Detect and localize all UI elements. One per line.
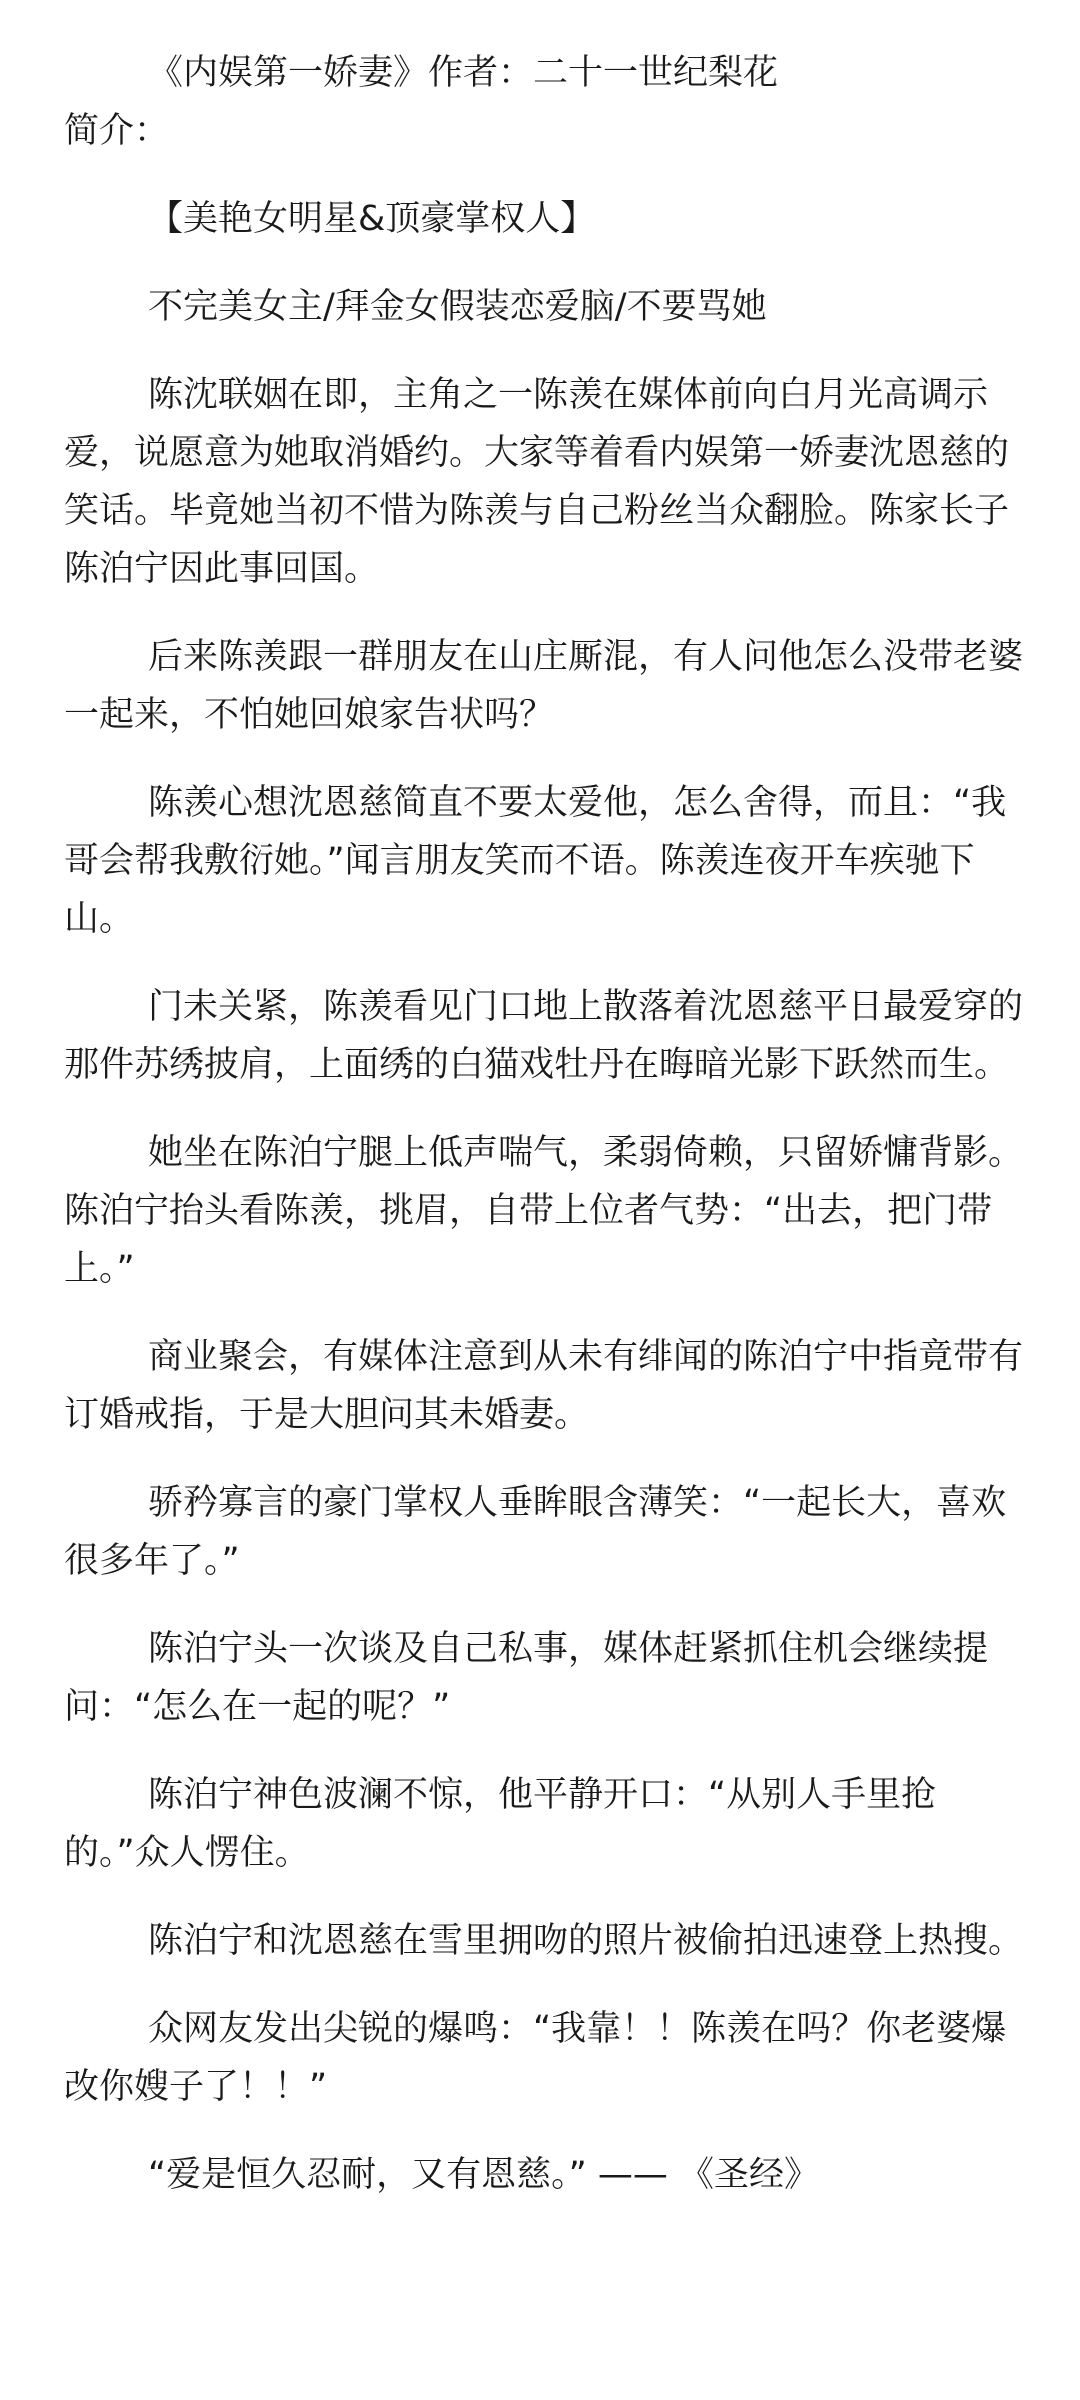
story-paragraph: 骄矜寡言的豪门掌权人垂眸眼含薄笑：“一起长大，喜欢很多年了。” — [64, 1483, 1007, 1581]
story-paragraph: 陈泊宁神色波澜不惊，他平静开口：“从别人手里抢的。”众人愣住。 — [64, 1775, 937, 1873]
story-paragraph: 众网友发出尖锐的爆鸣：“我靠！！陈羡在吗？你老婆爆改你嫂子了！！” — [64, 2009, 1007, 2107]
story-paragraph: 陈泊宁和沈恩慈在雪里拥吻的照片被偷拍迅速登上热搜。 — [148, 1921, 1024, 1961]
story-paragraph: 陈泊宁头一次谈及自己私事，媒体赶紧抓住机会继续提问：“怎么在一起的呢？” — [64, 1629, 989, 1727]
synopsis-document — [64, 44, 1024, 2204]
story-paragraph: 陈沈联姻在即，主角之一陈羡在媒体前向白月光高调示爱，说愿意为她取消婚约。大家等着看内娱第一娇妻沈恩慈的笑话。毕竟她当初不惜为陈羡与自己粉丝当众翻脸。陈家长子陈泊宁因此事回国。 — [64, 375, 1010, 589]
story-paragraph: 她坐在陈泊宁腿上低声喘气，柔弱倚赖，只留娇慵背影。陈泊宁抬头看陈羡，挑眉，自带上位者气势：“出去，把门带上。” — [64, 1133, 1024, 1289]
subtitle-paragraph: 不完美女主/拜金女假装恋爱脑/不要骂她 — [148, 287, 767, 327]
closing-quote-paragraph: “爱是恒久忍耐，又有恩慈。” —— 《圣经》 — [148, 2155, 820, 2195]
story-paragraph: 商业聚会，有媒体注意到从未有绯闻的陈泊宁中指竟带有订婚戒指，于是大胆问其未婚妻。 — [64, 1337, 1024, 1435]
tagline-paragraph: 【美艳女明星&顶豪掌权人】 — [148, 199, 596, 239]
intro-label: 简介： — [64, 111, 170, 151]
story-paragraph: 陈羡心想沈恩慈简直不要太爱他，怎么舍得，而且：“我哥会帮我敷衍她。”闻言朋友笑而不语。陈羡连夜开车疾驰下山。 — [64, 783, 1007, 939]
book-title-author-line: 《内娱第一娇妻》作者：二十一世纪梨花 — [148, 53, 779, 93]
synopsis-body — [64, 190, 1024, 2204]
story-paragraph: 门未关紧，陈羡看见门口地上散落着沈恩慈平日最爱穿的那件苏绣披肩，上面绣的白猫戏牡丹在晦暗光影下跃然而生。 — [64, 987, 1024, 1085]
story-paragraph: 后来陈羡跟一群朋友在山庄厮混，有人问他怎么没带老婆一起来，不怕她回娘家告状吗？ — [64, 637, 1024, 735]
